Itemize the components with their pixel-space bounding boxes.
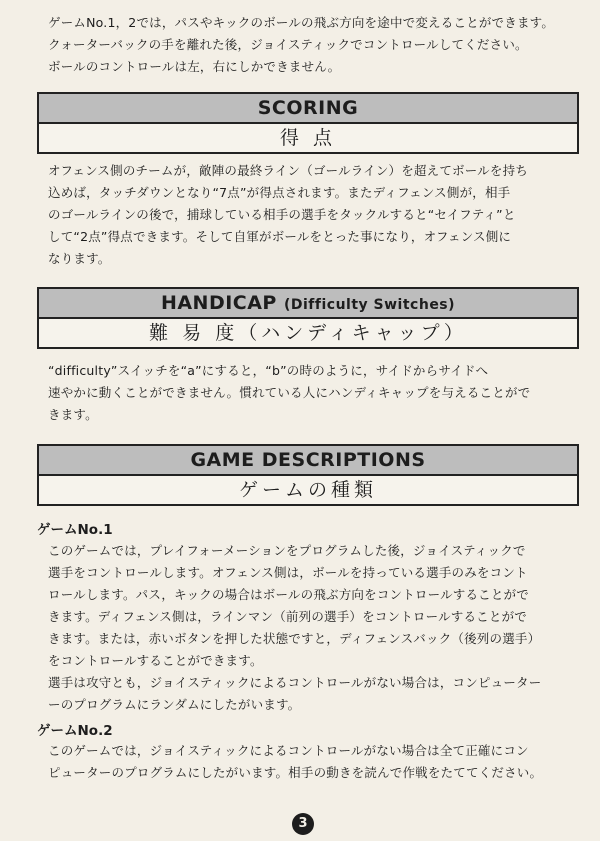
handicap-heading-box bbox=[37, 287, 579, 349]
intro-line: ボールのコントロールは左，右にしかできません。 bbox=[48, 59, 341, 74]
handicap-title-jp: 難 易 度（ハンディキャップ） bbox=[149, 322, 467, 344]
game1-heading: ゲームNo.1 bbox=[37, 522, 113, 538]
handicap-title-sub: (Difficulty Switches) bbox=[283, 297, 456, 313]
scoring-line: オフェンス側のチームが，敵陣の最終ライン（ゴールライン）を超えてボールを持ち bbox=[48, 163, 528, 178]
game1-line: をコントロールすることができます。 bbox=[48, 653, 263, 668]
scoring-line: 込めば，タッチダウンとなり“7点”が得点されます。またディフェンス側が，相手 bbox=[48, 185, 511, 200]
handicap-title-main: HANDICAP bbox=[160, 292, 277, 314]
scoring-text bbox=[48, 160, 578, 270]
scoring-title-jp: 得 点 bbox=[279, 127, 337, 149]
intro-line: クォーターバックの手を離れた後，ジョイスティックでコントロールしてください。 bbox=[48, 37, 528, 52]
game1-text bbox=[48, 540, 578, 716]
handicap-title-en bbox=[39, 289, 577, 319]
handicap-line: きます。 bbox=[48, 407, 98, 422]
game2-heading: ゲームNo.2 bbox=[37, 723, 113, 739]
game1-line: 選手は攻守とも，ジョイスティックによるコントロールがない場合は，コンピューター bbox=[48, 675, 542, 690]
scoring-line: のゴールラインの後で，捕球している相手の選手をタックルすると“セイフティ”と bbox=[48, 207, 516, 222]
game1-line: きます。ディフェンス側は，ラインマン（前列の選手）をコントロールすることがで bbox=[48, 609, 527, 624]
game1-line: きます。または，赤いボタンを押した状態ですと，ディフェンスバック（後列の選手） bbox=[48, 631, 541, 646]
game1-line: 選手をコントロールします。オフェンス側は，ボールを持っている選手のみをコント bbox=[48, 565, 528, 580]
scoring-title-en: SCORING bbox=[39, 94, 577, 124]
game-descriptions-heading-box bbox=[37, 444, 579, 506]
game2-line: ピューターのプログラムにしたがいます。相手の動きを読んで作戦をたててください。 bbox=[48, 765, 543, 780]
page-number: 3 bbox=[292, 813, 314, 835]
game2-line: このゲームでは，ジョイスティックによるコントロールがない場合は全て正確にコン bbox=[48, 743, 529, 758]
handicap-line: 速やかに動くことができません。慣れている人にハンディキャップを与えることがで bbox=[48, 385, 531, 400]
game-descriptions-title-jp: ゲームの種類 bbox=[238, 479, 377, 501]
handicap-text bbox=[48, 360, 578, 426]
intro-line: ゲームNo.1，2では，パスやキックのボールの飛ぶ方向を途中で変えることができます。 bbox=[48, 15, 555, 30]
scoring-heading-box bbox=[37, 92, 579, 154]
game2-text bbox=[48, 740, 578, 784]
scoring-line: して“2点”得点できます。そして自軍がボールをとった事になり，オフェンス側に bbox=[48, 229, 512, 244]
intro-paragraph bbox=[48, 12, 578, 78]
scoring-line: なります。 bbox=[48, 251, 111, 266]
game1-line: このゲームでは，プレイフォーメーションをプログラムした後，ジョイスティックで bbox=[48, 543, 526, 558]
game1-line: ロールします。パス，キックの場合はボールの飛ぶ方向をコントロールすることがで bbox=[48, 587, 529, 602]
handicap-line: “difficulty”スイッチを“a”にすると，“b”の時のように，サイドからサイドへ bbox=[48, 363, 489, 378]
game1-line: ーのプログラムにランダムにしたがいます。 bbox=[48, 697, 301, 712]
game-descriptions-title-en: GAME DESCRIPTIONS bbox=[39, 446, 577, 476]
